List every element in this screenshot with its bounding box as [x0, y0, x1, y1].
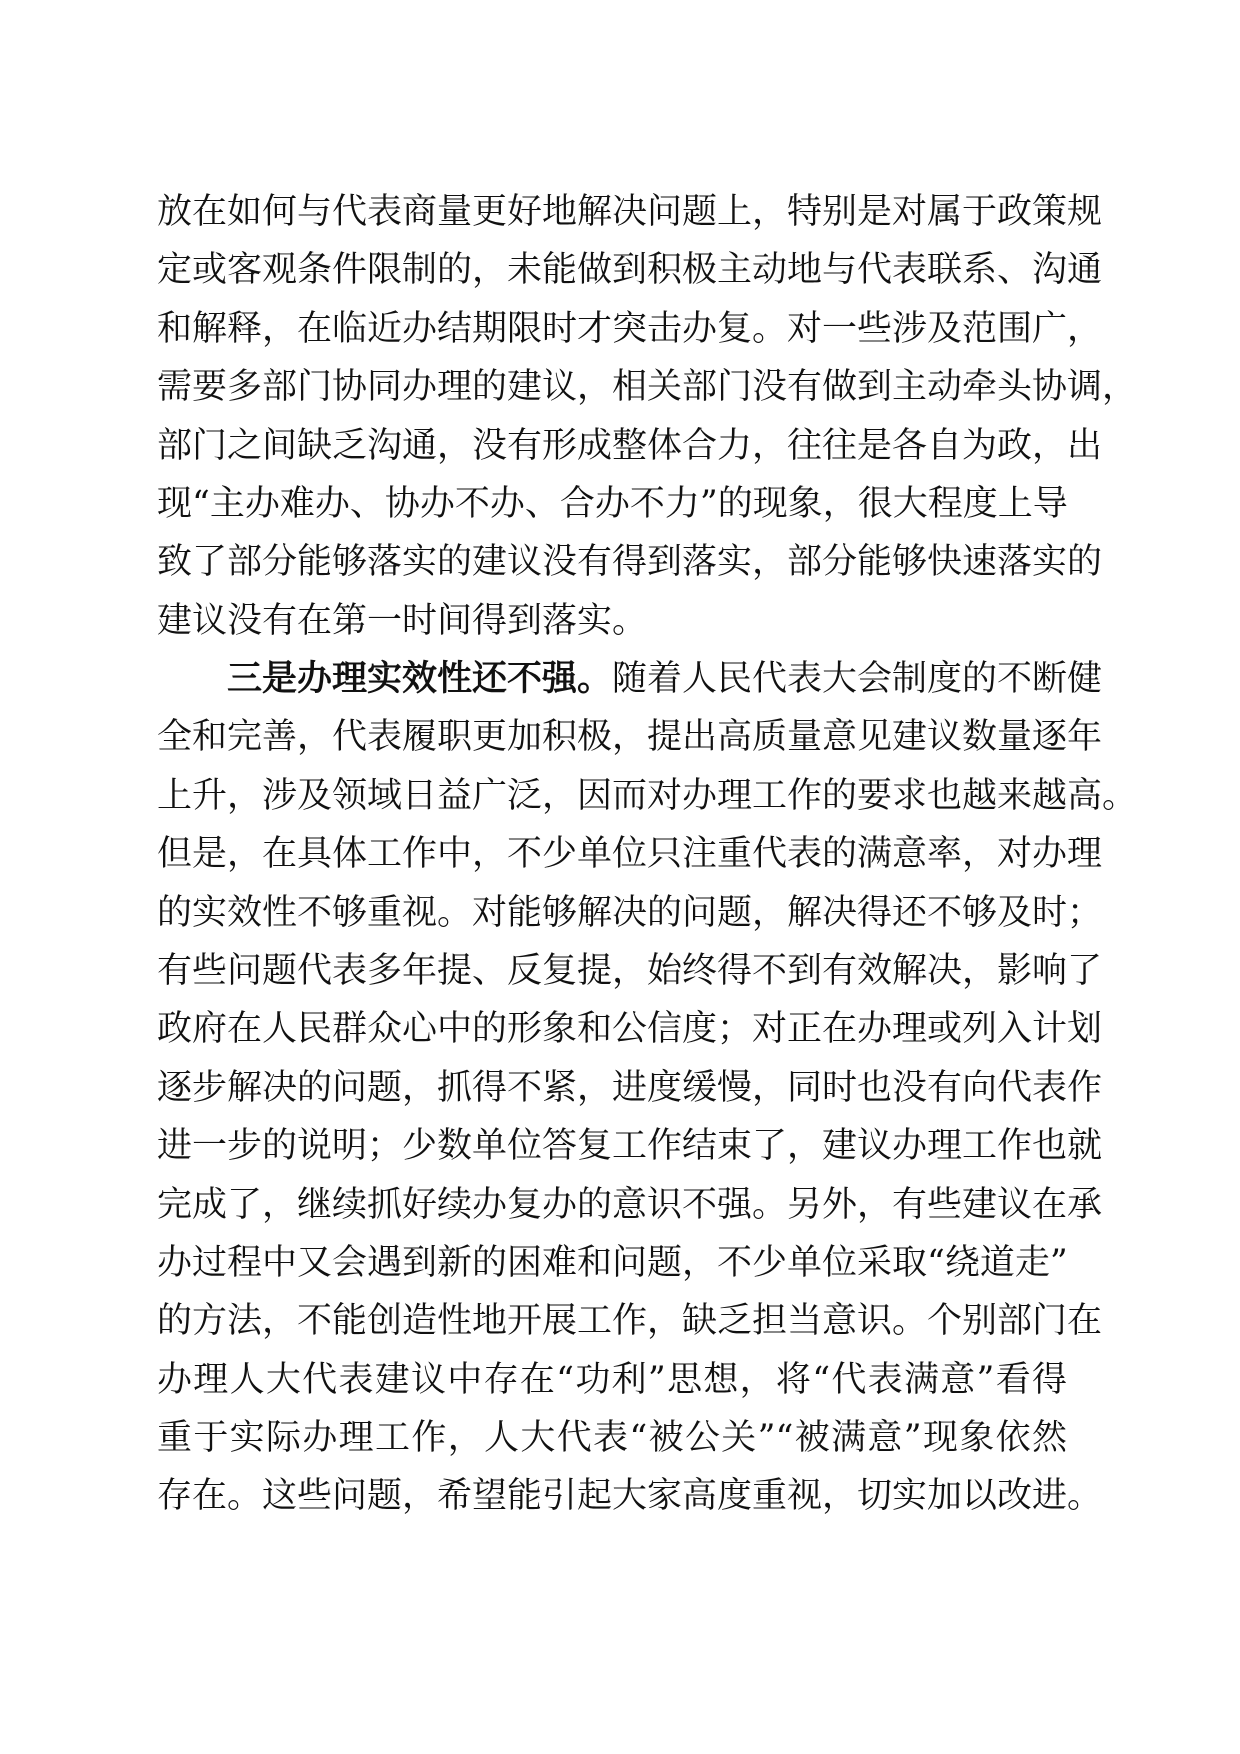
paragraph-line: 建议没有在第一时间得到落实。 [157, 600, 648, 641]
paragraph-line: 存在。这些问题，希望能引起大家高度重视，切实加以改进。 [157, 1476, 1103, 1517]
paragraph-line: 重于实际办理工作，人大代表“被公关”“被满意”现象依然 [157, 1418, 1067, 1459]
paragraph-line: 的实效性不够重视。对能够解决的问题，解决得还不够及时； [157, 892, 1103, 933]
paragraph-line: 有些问题代表多年提、反复提，始终得不到有效解决，影响了 [157, 950, 1103, 991]
paragraph-line: 和解释，在临近办结期限时才突击办复。对一些涉及范围广， [157, 308, 1103, 349]
paragraph-1 [157, 183, 1138, 650]
paragraph-line: 现“主办难办、协办不办、合办不力”的现象，很大程度上导 [157, 483, 1068, 524]
paragraph-line: 完成了，继续抓好续办复办的意识不强。另外，有些建议在承 [157, 1184, 1103, 1225]
paragraph-2 [157, 650, 1138, 1526]
section-heading: 三是办理实效性还不强。 [227, 659, 613, 699]
paragraph-line: 进一步的说明；少数单位答复工作结束了，建议办理工作也就 [157, 1126, 1103, 1167]
paragraph-line: 部门之间缺乏沟通，没有形成整体合力，往往是各自为政，出 [157, 425, 1103, 466]
paragraph-line: 定或客观条件限制的，未能做到积极主动地与代表联系、沟通 [157, 250, 1103, 291]
paragraph-line: 政府在人民群众心中的形象和公信度；对正在办理或列入计划 [157, 1009, 1103, 1050]
paragraph-first-line [157, 650, 1103, 708]
paragraph-line-text: 随着人民代表大会制度的不断健 [612, 659, 1103, 699]
paragraph-line: 逐步解决的问题，抓得不紧，进度缓慢，同时也没有向代表作 [157, 1067, 1103, 1108]
paragraph-line: 上升，涉及领域日益广泛，因而对办理工作的要求也越来越高。 [157, 775, 1138, 816]
paragraph-line: 需要多部门协同办理的建议，相关部门没有做到主动牵头协调， [157, 367, 1138, 408]
paragraph-line: 的方法，不能创造性地开展工作，缺乏担当意识。个别部门在 [157, 1301, 1103, 1342]
paragraph-line: 致了部分能够落实的建议没有得到落实，部分能够快速落实的 [157, 542, 1103, 583]
paragraph-line: 办过程中又会遇到新的困难和问题，不少单位采取“绕道走” [157, 1242, 1068, 1283]
paragraph-line: 放在如何与代表商量更好地解决问题上，特别是对属于政策规 [157, 192, 1103, 232]
paragraph-line: 但是，在具体工作中，不少单位只注重代表的满意率，对办理 [157, 834, 1103, 875]
paragraph-line: 办理人大代表建议中存在“功利”思想，将“代表满意”看得 [157, 1359, 1067, 1400]
paragraph-line: 全和完善，代表履职更加积极，提出高质量意见建议数量逐年 [157, 717, 1103, 758]
